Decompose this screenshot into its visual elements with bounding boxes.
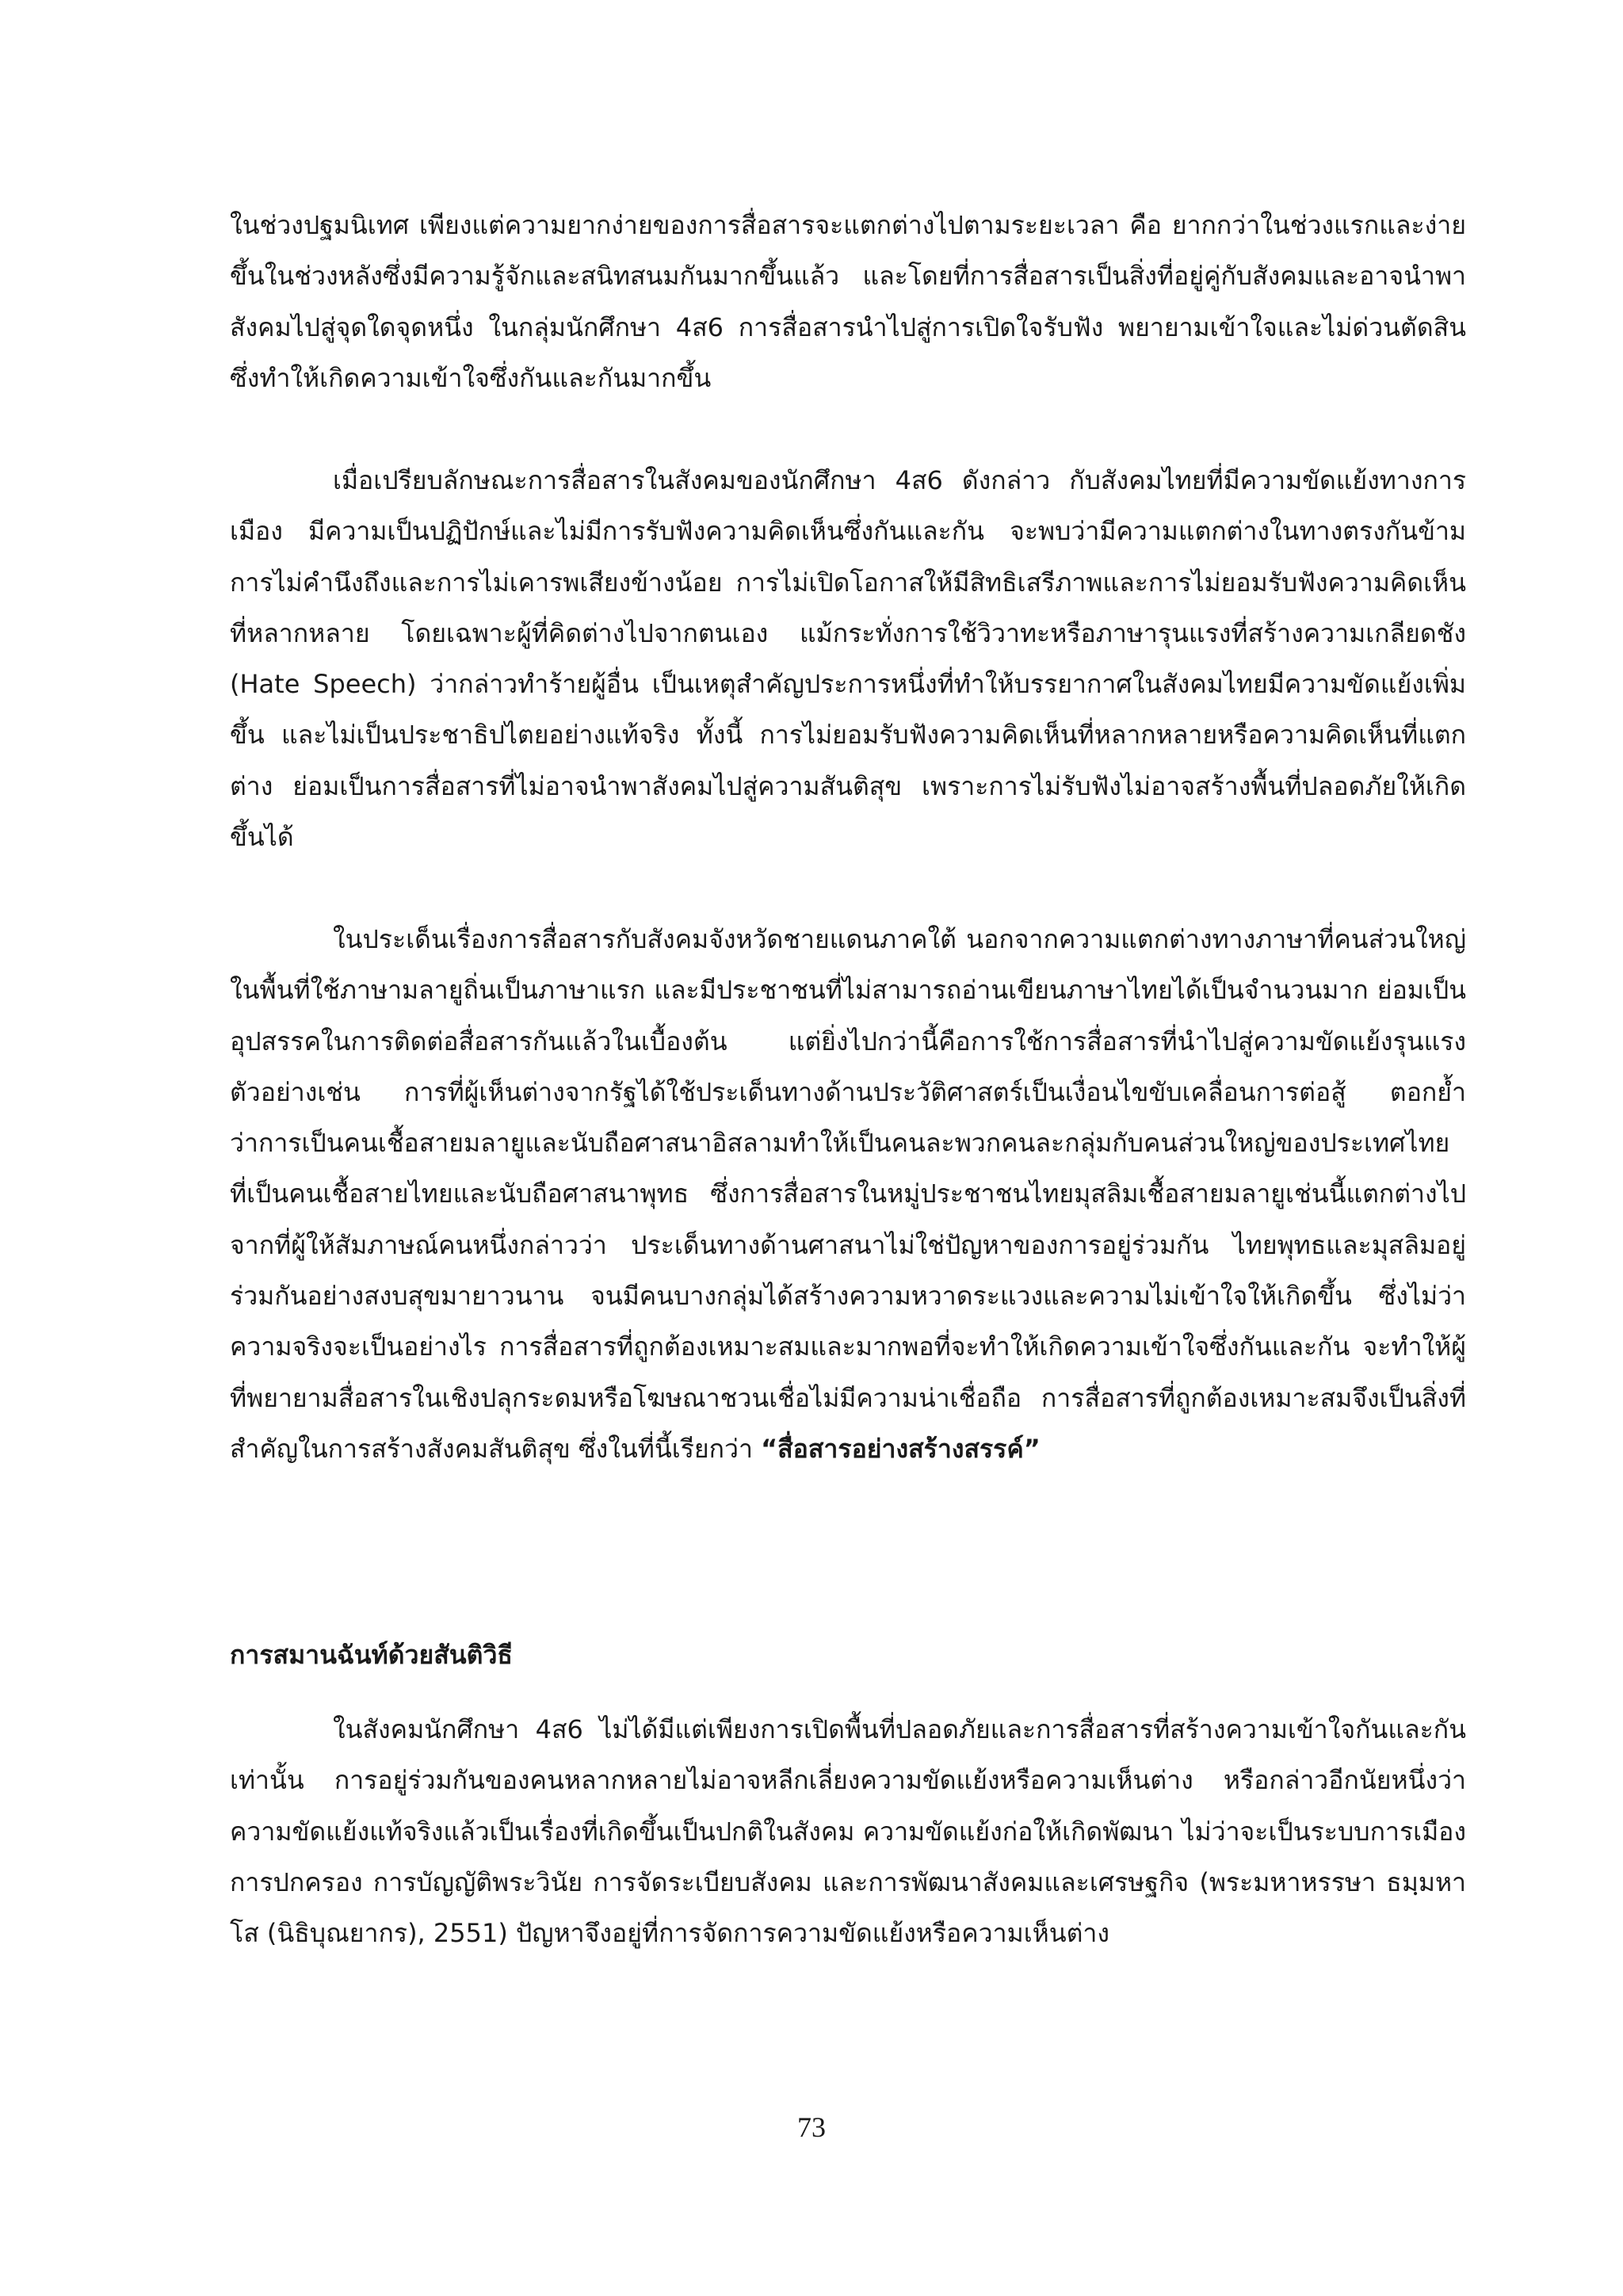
paragraph-southern-border-text: ในประเด็นเรื่องการสื่อสารกับสังคมจังหวัดชายแดนภาคใต้ นอกจากความแตกต่างทางภาษาที่คนส่วนใหญ่ในพื้นที่ใช้ภาษามลายูถิ่นเป็นภาษาแรก และมีประชาชนที่ไม่สามารถอ่านเขียนภาษาไทยได้เป็นจำนวนมาก ย่อมเป็นอุปสรรคในการติดต่อสื่อสารกันแล้วในเบื้องต้น แต่ยิ่งไปกว่านี้คือการใช้การสื่อสารที่นำไปสู่ความขัดแย้งรุนแรง ตัวอย่างเช่น การที่ผู้เห็นต่างจากรัฐได้ใช้ประเด็นทางด้านประวัติศาสตร์เป็นเงื่อนไขขับเคลื่อนการต่อสู้ ตอกย้ำว่าการเป็นคนเชื้อสายมลายูและนับถือศาสนาอิสลามทำให้เป็นคนละพวกคนละกลุ่มกับคนส่วนใหญ่ของประเทศไทยที่เป็นคนเชื้อสายไทยและนับถือศาสนาพุทธ ซึ่งการสื่อสารในหมู่ประชาชนไทยมุสลิมเชื้อสายมลายูเช่นนี้แตกต่างไปจากที่ผู้ให้สัมภาษณ์คนหนึ่งกล่าวว่า ประเด็นทางด้านศาสนาไม่ใช่ปัญหาของการอยู่ร่วมกัน ไทยพุทธและมุสลิมอยู่ร่วมกันอย่างสงบสุขมายาวนาน จนมีคนบางกลุ่มได้สร้างความหวาดระแวงและความไม่เข้าใจให้เกิดขึ้น ซึ่งไม่ว่าความจริงจะเป็นอย่างไร การสื่อสารที่ถูกต้องเหมาะสมและมากพอที่จะทำให้เกิดความเข้าใจซึ่งกันและกัน จะทำให้ผู้ที่พยายามสื่อสารในเชิงปลุกระดมหรือโฆษณาชวนเชื่อไม่มีความน่าเชื่อถือ การสื่อสารที่ถูกต้องเหมาะสมจึงเป็นสิ่งที่สำคัญในการสร้างสังคมสันติสุข ซึ่งในที่นี้เรียกว่า [230, 924, 1466, 1464]
paragraph-orientation-communication: ในช่วงปฐมนิเทศ เพียงแต่ความยากง่ายของการสื่อสารจะแตกต่างไปตามระยะเวลา คือ ยากกว่าในช่วงแรกและง่ายขึ้นในช่วงหลังซึ่งมีความรู้จักและสนิทสนมกันมากขึ้นแล้ว และโดยที่การสื่อสารเป็นสิ่งที่อยู่คู่กับสังคมและอาจนำพาสังคมไปสู่จุดใดจุดหนึ่ง ในกลุ่มนักศึกษา 4ส6 การสื่อสารนำไปสู่การเปิดใจรับฟัง พยายามเข้าใจและไม่ด่วนตัดสิน ซึ่งทำให้เกิดความเข้าใจซึ่งกันและกันมากขึ้น [230, 210, 1467, 393]
paragraph-southern-border-communication [230, 914, 1466, 1474]
section-heading: การสมานฉันท์ด้วยสันติวิธี [230, 1640, 513, 1670]
paragraph-thai-society-comparison: เมื่อเปรียบลักษณะการสื่อสารในสังคมของนักศึกษา 4ส6 ดังกล่าว กับสังคมไทยที่มีความขัดแย้งทางการเมือง มีความเป็นปฏิปักษ์และไม่มีการรับฟังความคิดเห็นซึ่งกันและกัน จะพบว่ามีความแตกต่างในทางตรงกันข้าม การไม่คำนึงถึงและการไม่เคารพเสียงข้างน้อย การไม่เปิดโอกาสให้มีสิทธิเสรีภาพและการไม่ยอมรับฟังความคิดเห็นที่หลากหลาย โดยเฉพาะผู้ที่คิดต่างไปจากตนเอง แม้กระทั่งการใช้วิวาทะหรือภาษารุนแรงที่สร้างความเกลียดชัง (Hate Speech) ว่ากล่าวทำร้ายผู้อื่น เป็นเหตุสำคัญประการหนึ่งที่ทำให้บรรยากาศในสังคมไทยมีความขัดแย้งเพิ่มขึ้น และไม่เป็นประชาธิปไตยอย่างแท้จริง ทั้งนี้ การไม่ยอมรับฟังความคิดเห็นที่หลากหลายหรือความคิดเห็นที่แตกต่าง ย่อมเป็นการสื่อสารที่ไม่อาจนำพาสังคมไปสู่ความสันติสุข เพราะการไม่รับฟังไม่อาจสร้างพื้นที่ปลอดภัยให้เกิดขึ้นได้ [230, 465, 1466, 853]
paragraph-peaceful-reconciliation: ในสังคมนักศึกษา 4ส6 ไม่ได้มีแต่เพียงการเปิดพื้นที่ปลอดภัยและการสื่อสารที่สร้างความเข้าใจกันและกันเท่านั้น การอยู่ร่วมกันของคนหลากหลายไม่อาจหลีกเลี่ยงความขัดแย้งหรือความเห็นต่าง หรือกล่าวอีกนัยหนึ่งว่าความขัดแย้งแท้จริงแล้วเป็นเรื่องที่เกิดขึ้นเป็นปกติในสังคม ความขัดแย้งก่อให้เกิดพัฒนา ไม่ว่าจะเป็นระบบการเมืองการปกครอง การบัญญัติพระวินัย การจัดระเบียบสังคม และการพัฒนาสังคมและเศรษฐกิจ (พระมหาหรรษา ธมฺมหาโส (นิธิบุณยากร), 2551) ปัญหาจึงอยู่ที่การจัดการความขัดแย้งหรือความเห็นต่าง [230, 1714, 1466, 1949]
page-number: 73 [797, 2111, 826, 2143]
emphasis-creative-communication: “สื่อสารอย่างสร้างสรรค์” [761, 1433, 1041, 1464]
